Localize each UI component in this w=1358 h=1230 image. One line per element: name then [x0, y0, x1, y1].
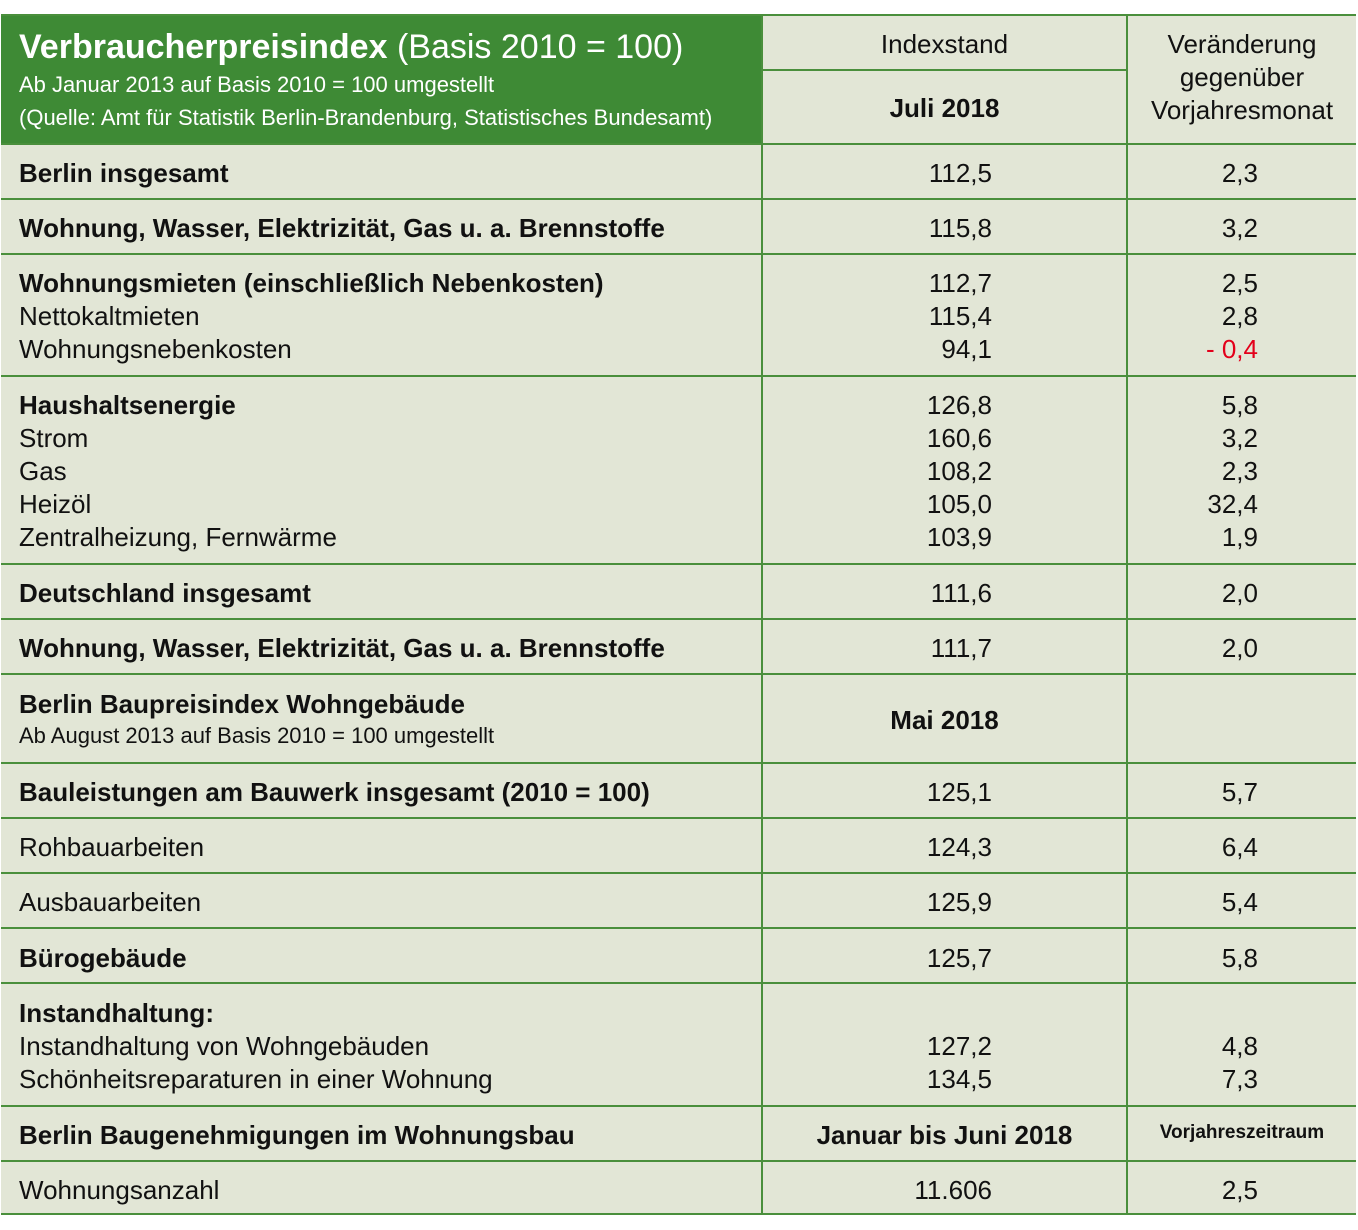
row-label: Instandhaltung von Wohngebäuden	[19, 1031, 430, 1061]
index-value: 160,6	[926, 423, 992, 453]
row-label: Deutschland insgesamt	[19, 578, 311, 608]
index-value: 124,3	[926, 832, 992, 862]
row-label-group	[19, 997, 493, 1096]
row-label: Instandhaltung:	[19, 998, 214, 1028]
row-label: Berlin insgesamt	[19, 158, 229, 188]
row-label: Wohnung, Wasser, Elektrizität, Gas u. a. Brennstoffe	[19, 213, 665, 243]
change-header-line: Veränderung	[1167, 29, 1317, 59]
row-divider	[1, 375, 1356, 377]
row-label: Gas	[19, 456, 67, 486]
column-header-period: Januar bis Juni 2018	[816, 1120, 1073, 1150]
change-value: 6,4	[1221, 832, 1258, 862]
index-value: 115,4	[928, 301, 992, 331]
index-value: 94,1	[941, 334, 992, 364]
section-heading	[19, 688, 494, 751]
column-header-period: Juli 2018	[889, 93, 1000, 123]
row-label: Heizöl	[19, 489, 92, 519]
section-heading: Berlin Baugenehmigungen im Wohnungsbau	[19, 1120, 575, 1150]
row-label: Bauleistungen am Bauwerk insgesamt (2010 = 100)	[19, 777, 650, 807]
row-divider	[1, 673, 1356, 675]
column-header-change	[1128, 28, 1356, 127]
row-divider	[1, 563, 1356, 565]
row-label-group	[19, 389, 337, 554]
row-divider	[1, 253, 1356, 255]
subtitle-basis: Ab Januar 2013 auf Basis 2010 = 100 umgestellt	[19, 72, 495, 97]
index-value: 125,1	[926, 777, 992, 807]
row-label: Strom	[19, 423, 89, 453]
row-divider	[1, 982, 1356, 984]
row-divider	[1, 762, 1356, 764]
index-value: 112,5	[928, 158, 992, 188]
index-value-group	[763, 389, 992, 554]
row-label: Schönheitsreparaturen in einer Wohnung	[19, 1064, 493, 1094]
index-value: 125,9	[926, 887, 992, 917]
change-value: 32,4	[1207, 489, 1258, 519]
index-value: 108,2	[926, 456, 992, 486]
index-value: 134,5	[926, 1064, 992, 1094]
change-value: 2,3	[1221, 158, 1258, 188]
change-value-negative: - 0,4	[1205, 334, 1258, 364]
row-divider	[1, 927, 1356, 929]
row-label: Nettokaltmieten	[19, 301, 200, 331]
column-header-period: Mai 2018	[890, 705, 999, 735]
change-value: 3,2	[1221, 213, 1258, 243]
index-value: 126,8	[926, 390, 992, 420]
change-header-line: Vorjahresmonat	[1150, 95, 1334, 125]
change-value-group	[1128, 1030, 1258, 1096]
row-label: Wohnungsanzahl	[19, 1175, 220, 1205]
change-header-line: gegenüber	[1179, 62, 1305, 92]
row-label: Zentralheizung, Fernwärme	[19, 522, 337, 552]
row-label: Wohnungsmieten (einschließlich Nebenkosten)	[19, 268, 604, 298]
row-divider	[1, 618, 1356, 620]
index-value: 127,2	[926, 1031, 992, 1061]
index-value: 103,9	[926, 522, 992, 552]
change-value: 2,0	[1221, 578, 1258, 608]
change-value-group	[1128, 389, 1258, 554]
index-value: 125,7	[926, 943, 992, 973]
change-value-group	[1128, 267, 1258, 366]
change-value: 5,8	[1221, 943, 1258, 973]
change-value: 5,4	[1221, 887, 1258, 917]
column-header-indexstand: Indexstand	[880, 29, 1009, 59]
change-value: 1,9	[1221, 522, 1258, 552]
row-divider	[1, 1105, 1356, 1107]
index-value: 111,7	[930, 633, 992, 663]
row-divider	[1, 817, 1356, 819]
row-divider	[1, 1160, 1356, 1162]
index-value: 112,7	[928, 268, 992, 298]
row-label: Rohbauarbeiten	[19, 832, 205, 862]
change-value: 2,0	[1221, 633, 1258, 663]
change-value: 3,2	[1221, 423, 1258, 453]
index-value: 115,8	[928, 213, 992, 243]
row-sublabel: Ab August 2013 auf Basis 2010 = 100 umgestellt	[19, 723, 495, 748]
price-index-table	[1, 14, 1356, 1215]
change-value: 2,5	[1221, 268, 1258, 298]
change-value: 2,5	[1221, 1175, 1258, 1205]
row-label: Wohnung, Wasser, Elektrizität, Gas u. a. Brennstoffe	[19, 633, 665, 663]
index-value-group	[763, 1030, 992, 1096]
row-label: Berlin Baupreisindex Wohngebäude	[19, 689, 465, 719]
change-value: 2,8	[1221, 301, 1258, 331]
row-divider	[1, 143, 1356, 145]
index-value: 11.606	[914, 1175, 992, 1205]
change-value: 5,7	[1221, 777, 1258, 807]
change-value: 5,8	[1221, 390, 1258, 420]
title-bold: Verbraucherpreisindex	[19, 28, 388, 66]
column-header-change: Vorjahreszeitraum	[1159, 1122, 1325, 1143]
row-label: Haushaltsenergie	[19, 390, 236, 420]
row-label: Wohnungsnebenkosten	[19, 334, 292, 364]
index-value: 111,6	[930, 578, 992, 608]
index-value: 105,0	[926, 489, 992, 519]
subtitle-source: (Quelle: Amt für Statistik Berlin-Brandenburg, Statistisches Bundesamt)	[19, 105, 713, 130]
table-title	[19, 26, 761, 68]
change-value: 4,8	[1221, 1031, 1258, 1061]
row-label: Ausbauarbeiten	[19, 887, 202, 917]
table-title-block	[1, 16, 761, 144]
row-divider	[1, 198, 1356, 200]
row-label-group	[19, 267, 604, 366]
index-value-group	[763, 267, 992, 366]
row-divider	[1, 872, 1356, 874]
row-label: Bürogebäude	[19, 943, 187, 973]
header-divider	[763, 69, 1126, 71]
change-value: 2,3	[1221, 456, 1258, 486]
title-rest: (Basis 2010 = 100)	[387, 28, 684, 66]
change-value: 7,3	[1221, 1064, 1258, 1094]
